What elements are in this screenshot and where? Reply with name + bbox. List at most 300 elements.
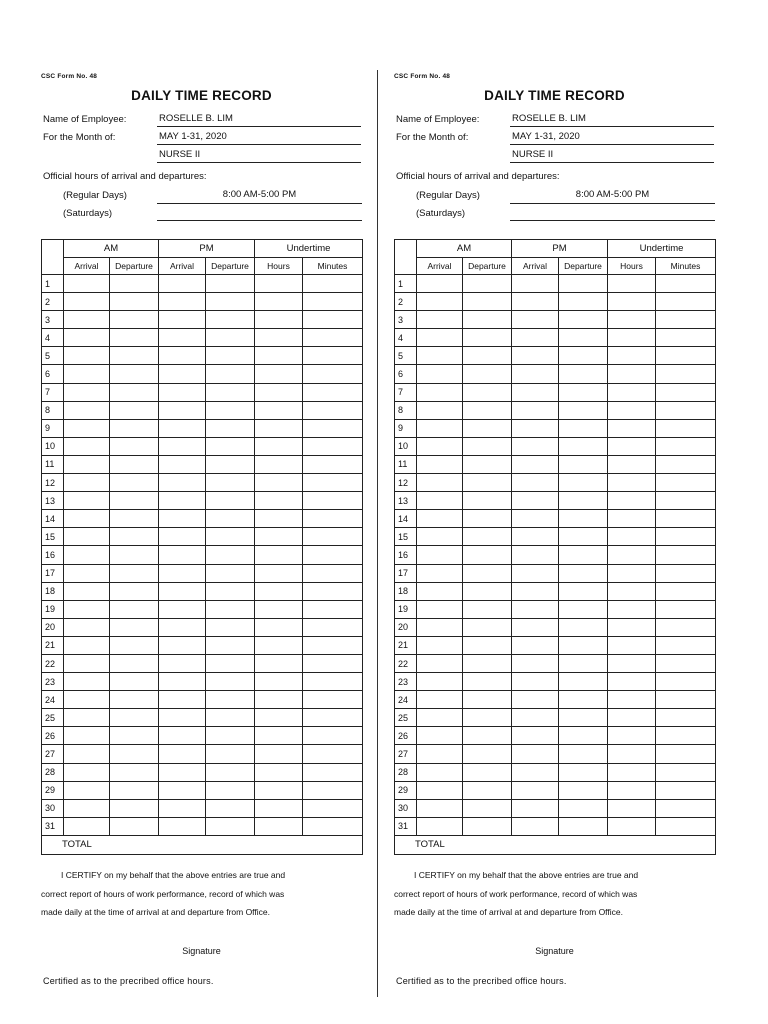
am-departure-cell[interactable] — [463, 781, 512, 799]
saturday-hours-field[interactable] — [157, 205, 362, 221]
pm-departure-cell[interactable] — [206, 528, 255, 546]
am-departure-cell[interactable] — [463, 365, 512, 383]
pm-departure-cell[interactable] — [559, 383, 608, 401]
undertime-hours-cell[interactable] — [608, 401, 656, 419]
pm-departure-cell[interactable] — [206, 510, 255, 528]
pm-departure-cell[interactable] — [559, 582, 608, 600]
am-arrival-cell[interactable] — [64, 311, 110, 329]
undertime-hours-cell[interactable] — [255, 311, 303, 329]
pm-departure-cell[interactable] — [559, 455, 608, 473]
undertime-hours-cell[interactable] — [255, 709, 303, 727]
pm-departure-cell[interactable] — [206, 618, 255, 636]
pm-departure-cell[interactable] — [206, 600, 255, 618]
pm-arrival-cell[interactable] — [159, 401, 206, 419]
am-arrival-cell[interactable] — [64, 763, 110, 781]
undertime-hours-cell[interactable] — [608, 618, 656, 636]
pm-arrival-cell[interactable] — [512, 474, 559, 492]
undertime-hours-cell[interactable] — [608, 311, 656, 329]
undertime-hours-cell[interactable] — [608, 365, 656, 383]
pm-arrival-cell[interactable] — [159, 799, 206, 817]
pm-departure-cell[interactable] — [206, 492, 255, 510]
am-departure-cell[interactable] — [463, 600, 512, 618]
pm-arrival-cell[interactable] — [512, 311, 559, 329]
am-arrival-cell[interactable] — [64, 582, 110, 600]
employee-name-field[interactable]: ROSELLE B. LIM — [510, 112, 714, 127]
am-departure-cell[interactable] — [463, 474, 512, 492]
undertime-minutes-cell[interactable] — [656, 654, 716, 672]
pm-arrival-cell[interactable] — [159, 709, 206, 727]
am-arrival-cell[interactable] — [417, 365, 463, 383]
undertime-minutes-cell[interactable] — [303, 781, 363, 799]
undertime-minutes-cell[interactable] — [656, 691, 716, 709]
pm-arrival-cell[interactable] — [512, 600, 559, 618]
pm-departure-cell[interactable] — [206, 636, 255, 654]
am-arrival-cell[interactable] — [417, 817, 463, 835]
am-departure-cell[interactable] — [110, 727, 159, 745]
am-arrival-cell[interactable] — [64, 654, 110, 672]
undertime-hours-cell[interactable] — [255, 329, 303, 347]
pm-arrival-cell[interactable] — [512, 781, 559, 799]
am-departure-cell[interactable] — [463, 401, 512, 419]
pm-arrival-cell[interactable] — [159, 474, 206, 492]
undertime-minutes-cell[interactable] — [656, 492, 716, 510]
pm-departure-cell[interactable] — [206, 582, 255, 600]
am-arrival-cell[interactable] — [417, 311, 463, 329]
undertime-minutes-cell[interactable] — [656, 745, 716, 763]
undertime-hours-cell[interactable] — [608, 763, 656, 781]
pm-departure-cell[interactable] — [559, 528, 608, 546]
undertime-minutes-cell[interactable] — [303, 419, 363, 437]
undertime-hours-cell[interactable] — [255, 691, 303, 709]
undertime-hours-cell[interactable] — [255, 745, 303, 763]
pm-arrival-cell[interactable] — [159, 365, 206, 383]
undertime-minutes-cell[interactable] — [303, 437, 363, 455]
am-arrival-cell[interactable] — [64, 419, 110, 437]
pm-arrival-cell[interactable] — [159, 673, 206, 691]
pm-departure-cell[interactable] — [206, 763, 255, 781]
pm-arrival-cell[interactable] — [159, 510, 206, 528]
am-arrival-cell[interactable] — [417, 474, 463, 492]
pm-arrival-cell[interactable] — [159, 817, 206, 835]
undertime-hours-cell[interactable] — [255, 546, 303, 564]
pm-arrival-cell[interactable] — [159, 492, 206, 510]
am-arrival-cell[interactable] — [417, 528, 463, 546]
am-departure-cell[interactable] — [463, 709, 512, 727]
pm-arrival-cell[interactable] — [512, 582, 559, 600]
pm-arrival-cell[interactable] — [159, 582, 206, 600]
am-departure-cell[interactable] — [110, 293, 159, 311]
am-arrival-cell[interactable] — [417, 492, 463, 510]
undertime-hours-cell[interactable] — [608, 691, 656, 709]
am-departure-cell[interactable] — [110, 455, 159, 473]
pm-departure-cell[interactable] — [206, 347, 255, 365]
undertime-minutes-cell[interactable] — [303, 510, 363, 528]
undertime-hours-cell[interactable] — [608, 329, 656, 347]
pm-arrival-cell[interactable] — [512, 437, 559, 455]
am-arrival-cell[interactable] — [417, 510, 463, 528]
am-departure-cell[interactable] — [110, 763, 159, 781]
am-arrival-cell[interactable] — [64, 564, 110, 582]
am-departure-cell[interactable] — [110, 329, 159, 347]
pm-departure-cell[interactable] — [206, 727, 255, 745]
undertime-minutes-cell[interactable] — [303, 817, 363, 835]
pm-departure-cell[interactable] — [206, 437, 255, 455]
pm-departure-cell[interactable] — [206, 546, 255, 564]
undertime-hours-cell[interactable] — [608, 600, 656, 618]
undertime-minutes-cell[interactable] — [303, 636, 363, 654]
pm-departure-cell[interactable] — [559, 799, 608, 817]
undertime-minutes-cell[interactable] — [303, 709, 363, 727]
am-arrival-cell[interactable] — [417, 799, 463, 817]
undertime-hours-cell[interactable] — [608, 455, 656, 473]
pm-arrival-cell[interactable] — [159, 745, 206, 763]
undertime-minutes-cell[interactable] — [303, 455, 363, 473]
undertime-minutes-cell[interactable] — [656, 510, 716, 528]
am-arrival-cell[interactable] — [417, 691, 463, 709]
undertime-hours-cell[interactable] — [608, 492, 656, 510]
am-arrival-cell[interactable] — [64, 510, 110, 528]
pm-departure-cell[interactable] — [559, 474, 608, 492]
undertime-minutes-cell[interactable] — [303, 546, 363, 564]
am-departure-cell[interactable] — [463, 455, 512, 473]
undertime-minutes-cell[interactable] — [656, 329, 716, 347]
pm-departure-cell[interactable] — [206, 275, 255, 293]
undertime-hours-cell[interactable] — [255, 419, 303, 437]
pm-arrival-cell[interactable] — [512, 727, 559, 745]
pm-departure-cell[interactable] — [206, 383, 255, 401]
pm-arrival-cell[interactable] — [159, 383, 206, 401]
am-departure-cell[interactable] — [110, 365, 159, 383]
am-arrival-cell[interactable] — [417, 546, 463, 564]
undertime-minutes-cell[interactable] — [656, 437, 716, 455]
am-departure-cell[interactable] — [463, 817, 512, 835]
am-departure-cell[interactable] — [110, 492, 159, 510]
pm-departure-cell[interactable] — [206, 799, 255, 817]
undertime-minutes-cell[interactable] — [656, 455, 716, 473]
pm-departure-cell[interactable] — [206, 401, 255, 419]
pm-arrival-cell[interactable] — [512, 691, 559, 709]
pm-arrival-cell[interactable] — [512, 654, 559, 672]
am-arrival-cell[interactable] — [417, 673, 463, 691]
pm-arrival-cell[interactable] — [159, 293, 206, 311]
pm-departure-cell[interactable] — [206, 709, 255, 727]
undertime-hours-cell[interactable] — [255, 727, 303, 745]
undertime-hours-cell[interactable] — [608, 799, 656, 817]
am-departure-cell[interactable] — [463, 582, 512, 600]
pm-arrival-cell[interactable] — [159, 528, 206, 546]
am-departure-cell[interactable] — [110, 781, 159, 799]
undertime-hours-cell[interactable] — [608, 437, 656, 455]
undertime-hours-cell[interactable] — [255, 510, 303, 528]
am-arrival-cell[interactable] — [64, 401, 110, 419]
undertime-hours-cell[interactable] — [255, 365, 303, 383]
am-arrival-cell[interactable] — [417, 781, 463, 799]
undertime-minutes-cell[interactable] — [656, 528, 716, 546]
undertime-minutes-cell[interactable] — [303, 293, 363, 311]
pm-arrival-cell[interactable] — [512, 799, 559, 817]
pm-departure-cell[interactable] — [559, 510, 608, 528]
month-field[interactable]: MAY 1-31, 2020 — [157, 130, 361, 145]
position-field[interactable]: NURSE II — [157, 148, 361, 163]
undertime-minutes-cell[interactable] — [656, 564, 716, 582]
am-departure-cell[interactable] — [110, 691, 159, 709]
am-departure-cell[interactable] — [463, 293, 512, 311]
am-departure-cell[interactable] — [463, 654, 512, 672]
month-field[interactable]: MAY 1-31, 2020 — [510, 130, 714, 145]
am-arrival-cell[interactable] — [64, 347, 110, 365]
undertime-minutes-cell[interactable] — [303, 618, 363, 636]
saturday-hours-field[interactable] — [510, 205, 715, 221]
am-arrival-cell[interactable] — [64, 437, 110, 455]
am-arrival-cell[interactable] — [417, 437, 463, 455]
undertime-hours-cell[interactable] — [255, 275, 303, 293]
am-arrival-cell[interactable] — [417, 618, 463, 636]
undertime-minutes-cell[interactable] — [303, 673, 363, 691]
pm-arrival-cell[interactable] — [512, 763, 559, 781]
am-arrival-cell[interactable] — [64, 745, 110, 763]
pm-arrival-cell[interactable] — [159, 600, 206, 618]
pm-departure-cell[interactable] — [206, 365, 255, 383]
am-arrival-cell[interactable] — [64, 275, 110, 293]
pm-departure-cell[interactable] — [559, 419, 608, 437]
am-arrival-cell[interactable] — [64, 528, 110, 546]
undertime-hours-cell[interactable] — [255, 437, 303, 455]
undertime-minutes-cell[interactable] — [303, 528, 363, 546]
am-arrival-cell[interactable] — [417, 636, 463, 654]
undertime-minutes-cell[interactable] — [303, 383, 363, 401]
am-arrival-cell[interactable] — [64, 455, 110, 473]
undertime-hours-cell[interactable] — [255, 455, 303, 473]
undertime-minutes-cell[interactable] — [303, 365, 363, 383]
am-arrival-cell[interactable] — [417, 293, 463, 311]
am-arrival-cell[interactable] — [64, 691, 110, 709]
am-arrival-cell[interactable] — [64, 546, 110, 564]
am-departure-cell[interactable] — [110, 275, 159, 293]
am-departure-cell[interactable] — [463, 799, 512, 817]
pm-departure-cell[interactable] — [559, 709, 608, 727]
pm-arrival-cell[interactable] — [512, 528, 559, 546]
am-departure-cell[interactable] — [110, 709, 159, 727]
pm-arrival-cell[interactable] — [512, 293, 559, 311]
pm-departure-cell[interactable] — [206, 311, 255, 329]
undertime-hours-cell[interactable] — [255, 528, 303, 546]
pm-departure-cell[interactable] — [559, 401, 608, 419]
undertime-hours-cell[interactable] — [255, 817, 303, 835]
pm-arrival-cell[interactable] — [159, 763, 206, 781]
pm-departure-cell[interactable] — [206, 817, 255, 835]
undertime-hours-cell[interactable] — [255, 763, 303, 781]
pm-arrival-cell[interactable] — [512, 419, 559, 437]
undertime-minutes-cell[interactable] — [656, 275, 716, 293]
am-departure-cell[interactable] — [463, 492, 512, 510]
undertime-minutes-cell[interactable] — [303, 763, 363, 781]
pm-arrival-cell[interactable] — [512, 546, 559, 564]
undertime-minutes-cell[interactable] — [303, 275, 363, 293]
undertime-minutes-cell[interactable] — [656, 365, 716, 383]
am-departure-cell[interactable] — [463, 528, 512, 546]
am-arrival-cell[interactable] — [64, 709, 110, 727]
undertime-hours-cell[interactable] — [608, 419, 656, 437]
am-departure-cell[interactable] — [110, 347, 159, 365]
undertime-minutes-cell[interactable] — [303, 347, 363, 365]
am-departure-cell[interactable] — [463, 564, 512, 582]
pm-arrival-cell[interactable] — [512, 401, 559, 419]
undertime-minutes-cell[interactable] — [656, 727, 716, 745]
pm-arrival-cell[interactable] — [159, 419, 206, 437]
undertime-minutes-cell[interactable] — [303, 600, 363, 618]
regular-hours-field[interactable]: 8:00 AM-5:00 PM — [157, 188, 362, 204]
position-field[interactable]: NURSE II — [510, 148, 714, 163]
undertime-hours-cell[interactable] — [608, 817, 656, 835]
pm-departure-cell[interactable] — [206, 474, 255, 492]
am-departure-cell[interactable] — [110, 618, 159, 636]
am-arrival-cell[interactable] — [417, 600, 463, 618]
pm-arrival-cell[interactable] — [159, 455, 206, 473]
undertime-minutes-cell[interactable] — [303, 799, 363, 817]
undertime-hours-cell[interactable] — [608, 564, 656, 582]
am-departure-cell[interactable] — [463, 546, 512, 564]
am-departure-cell[interactable] — [463, 437, 512, 455]
am-arrival-cell[interactable] — [417, 419, 463, 437]
pm-arrival-cell[interactable] — [159, 437, 206, 455]
undertime-hours-cell[interactable] — [608, 636, 656, 654]
am-departure-cell[interactable] — [463, 275, 512, 293]
am-arrival-cell[interactable] — [64, 799, 110, 817]
am-departure-cell[interactable] — [110, 673, 159, 691]
am-departure-cell[interactable] — [463, 419, 512, 437]
pm-arrival-cell[interactable] — [512, 365, 559, 383]
am-arrival-cell[interactable] — [64, 673, 110, 691]
undertime-hours-cell[interactable] — [255, 654, 303, 672]
am-arrival-cell[interactable] — [417, 582, 463, 600]
undertime-minutes-cell[interactable] — [656, 474, 716, 492]
undertime-hours-cell[interactable] — [255, 636, 303, 654]
regular-hours-field[interactable]: 8:00 AM-5:00 PM — [510, 188, 715, 204]
am-departure-cell[interactable] — [110, 528, 159, 546]
am-arrival-cell[interactable] — [64, 817, 110, 835]
undertime-hours-cell[interactable] — [608, 582, 656, 600]
pm-arrival-cell[interactable] — [512, 673, 559, 691]
undertime-minutes-cell[interactable] — [656, 781, 716, 799]
am-departure-cell[interactable] — [463, 745, 512, 763]
undertime-minutes-cell[interactable] — [656, 673, 716, 691]
pm-departure-cell[interactable] — [559, 727, 608, 745]
pm-departure-cell[interactable] — [559, 763, 608, 781]
undertime-hours-cell[interactable] — [608, 275, 656, 293]
am-departure-cell[interactable] — [110, 419, 159, 437]
am-arrival-cell[interactable] — [417, 709, 463, 727]
pm-arrival-cell[interactable] — [159, 564, 206, 582]
am-arrival-cell[interactable] — [64, 600, 110, 618]
undertime-hours-cell[interactable] — [608, 474, 656, 492]
am-departure-cell[interactable] — [463, 510, 512, 528]
undertime-minutes-cell[interactable] — [656, 383, 716, 401]
am-departure-cell[interactable] — [110, 311, 159, 329]
pm-departure-cell[interactable] — [559, 745, 608, 763]
am-departure-cell[interactable] — [110, 474, 159, 492]
pm-arrival-cell[interactable] — [512, 817, 559, 835]
pm-arrival-cell[interactable] — [512, 564, 559, 582]
pm-departure-cell[interactable] — [559, 781, 608, 799]
pm-arrival-cell[interactable] — [159, 618, 206, 636]
am-departure-cell[interactable] — [110, 745, 159, 763]
am-departure-cell[interactable] — [463, 311, 512, 329]
pm-departure-cell[interactable] — [206, 654, 255, 672]
undertime-minutes-cell[interactable] — [656, 709, 716, 727]
pm-departure-cell[interactable] — [559, 564, 608, 582]
undertime-minutes-cell[interactable] — [656, 293, 716, 311]
undertime-hours-cell[interactable] — [255, 492, 303, 510]
undertime-hours-cell[interactable] — [608, 673, 656, 691]
pm-departure-cell[interactable] — [206, 455, 255, 473]
undertime-hours-cell[interactable] — [255, 293, 303, 311]
pm-departure-cell[interactable] — [206, 673, 255, 691]
undertime-hours-cell[interactable] — [255, 673, 303, 691]
pm-departure-cell[interactable] — [206, 691, 255, 709]
am-arrival-cell[interactable] — [417, 745, 463, 763]
pm-arrival-cell[interactable] — [159, 275, 206, 293]
undertime-hours-cell[interactable] — [255, 401, 303, 419]
undertime-hours-cell[interactable] — [608, 347, 656, 365]
undertime-hours-cell[interactable] — [608, 293, 656, 311]
am-arrival-cell[interactable] — [64, 329, 110, 347]
pm-arrival-cell[interactable] — [512, 383, 559, 401]
undertime-minutes-cell[interactable] — [656, 636, 716, 654]
pm-departure-cell[interactable] — [559, 293, 608, 311]
am-departure-cell[interactable] — [463, 727, 512, 745]
undertime-minutes-cell[interactable] — [303, 492, 363, 510]
am-departure-cell[interactable] — [110, 582, 159, 600]
pm-arrival-cell[interactable] — [512, 329, 559, 347]
am-departure-cell[interactable] — [463, 329, 512, 347]
am-departure-cell[interactable] — [463, 636, 512, 654]
pm-arrival-cell[interactable] — [159, 781, 206, 799]
pm-departure-cell[interactable] — [559, 437, 608, 455]
am-arrival-cell[interactable] — [417, 654, 463, 672]
am-departure-cell[interactable] — [463, 347, 512, 365]
pm-departure-cell[interactable] — [559, 636, 608, 654]
am-departure-cell[interactable] — [110, 654, 159, 672]
undertime-minutes-cell[interactable] — [656, 600, 716, 618]
undertime-hours-cell[interactable] — [255, 383, 303, 401]
am-arrival-cell[interactable] — [417, 383, 463, 401]
pm-departure-cell[interactable] — [559, 618, 608, 636]
undertime-minutes-cell[interactable] — [656, 311, 716, 329]
undertime-minutes-cell[interactable] — [303, 691, 363, 709]
undertime-minutes-cell[interactable] — [656, 799, 716, 817]
undertime-hours-cell[interactable] — [255, 618, 303, 636]
am-arrival-cell[interactable] — [417, 275, 463, 293]
am-arrival-cell[interactable] — [417, 347, 463, 365]
undertime-minutes-cell[interactable] — [656, 546, 716, 564]
undertime-minutes-cell[interactable] — [656, 817, 716, 835]
undertime-hours-cell[interactable] — [255, 600, 303, 618]
am-arrival-cell[interactable] — [64, 781, 110, 799]
undertime-hours-cell[interactable] — [608, 546, 656, 564]
undertime-minutes-cell[interactable] — [303, 745, 363, 763]
pm-departure-cell[interactable] — [559, 275, 608, 293]
pm-departure-cell[interactable] — [206, 419, 255, 437]
undertime-minutes-cell[interactable] — [303, 329, 363, 347]
undertime-minutes-cell[interactable] — [303, 582, 363, 600]
undertime-hours-cell[interactable] — [608, 709, 656, 727]
undertime-hours-cell[interactable] — [255, 474, 303, 492]
am-departure-cell[interactable] — [110, 600, 159, 618]
am-departure-cell[interactable] — [110, 383, 159, 401]
pm-departure-cell[interactable] — [559, 347, 608, 365]
pm-arrival-cell[interactable] — [512, 455, 559, 473]
pm-arrival-cell[interactable] — [159, 654, 206, 672]
